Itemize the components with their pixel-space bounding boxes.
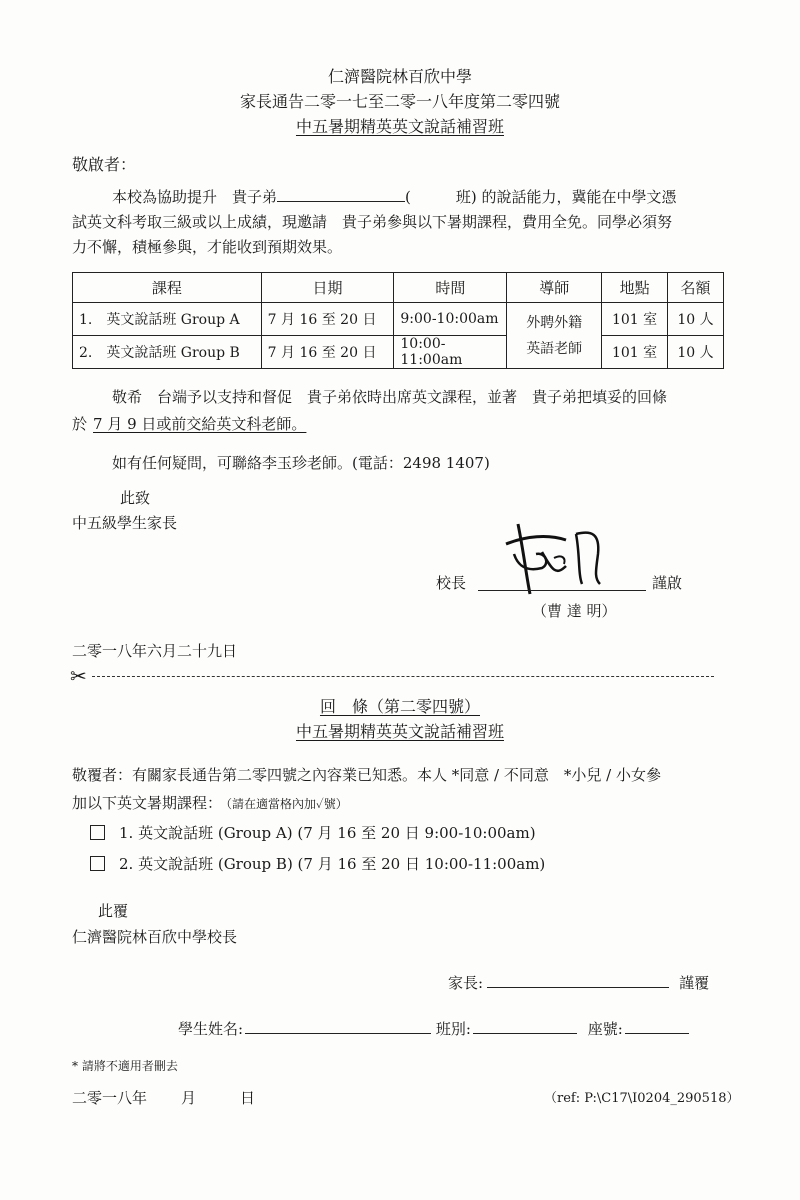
parent-label: 家長: [448,974,484,992]
cell-quota: 10 人 [668,336,724,369]
reply-date-month: 月 [181,1089,197,1107]
tutor-line-2: 英語老師 [526,340,583,357]
cell-venue: 101 室 [602,336,668,369]
respect-closing: 謹啟 [652,574,683,592]
parent-respect: 謹覆 [679,974,710,992]
option-group-a-label: 1. 英文說話班 (Group A) (7 月 16 至 20 日 9:00-10:00am) [119,824,536,842]
student-info-row [178,1018,689,1039]
footnote: * 請將不適用者刪去 [72,1059,178,1073]
parent-signature-blank[interactable] [487,974,669,988]
class-label: 班別: [435,1020,471,1038]
cell-course: 2. 英文說話班 Group B [73,336,262,369]
reply-date [72,1087,255,1108]
notice-date: 二零一八年六月二十九日 [72,642,238,660]
table-row [73,336,724,369]
principal-signature [496,494,616,604]
reply-deadline: 7 月 9 日或前交給英文科老師。 [93,415,307,433]
reference-code: （ref: P:\C17\I0204_290518） [544,1091,740,1106]
cell-course: 1. 英文說話班 Group A [73,303,262,336]
cell-time: 9:00-10:00am [394,303,507,336]
tutor-line-1: 外聘外籍 [526,314,583,331]
paragraph-1-part-a: 本校為協助提升 貴子弟 [112,188,278,206]
header-tutor: 導師 [507,273,602,303]
cell-venue: 101 室 [602,303,668,336]
paragraph-2-line-1: 敬希 台端予以支持和督促 貴子弟依時出席英文課程，並著 貴子弟把填妥的回條 [112,388,668,406]
notice-title: 中五暑期精英英文說話補習班 [295,117,504,136]
paragraph-1-line-2: 試英文科考取三級或以上成績，現邀請 貴子弟參與以下暑期課程，費用全免。同學必須努 [72,213,673,231]
paragraph-2-prefix: 於 [72,415,88,433]
paragraph-2-line-2 [72,413,306,434]
reply-closing: 此覆 [98,902,129,920]
parent-signature-field [448,972,709,993]
table-header-row [73,273,724,303]
reply-line-1: 敬覆者：有關家長通告第二零四號之內容業已知悉。本人 *同意 / 不同意 *小兒 / 小女參 [72,766,661,784]
school-name: 仁濟醫院林百欣中學 [327,67,472,86]
scissors-icon: ✂ [70,664,87,688]
cell-quota: 10 人 [668,303,724,336]
header-quota: 名額 [668,273,724,303]
reply-line-2-text: 加以下英文暑期課程： [72,794,223,812]
student-name-field[interactable] [245,1020,431,1034]
class-field[interactable] [473,1020,577,1034]
checkbox-group-b[interactable] [90,856,105,871]
cell-date: 7 月 16 至 20 日 [261,303,394,336]
header-time: 時間 [394,273,507,303]
contact-info: 如有任何疑問，可聯絡李玉珍老師。(電話：2498 1407) [112,454,490,472]
paragraph-1-line-3: 力不懈，積極參與，才能收到預期效果。 [72,238,343,256]
reply-date-day: 日 [240,1089,256,1107]
cell-tutor [507,303,602,369]
cell-time: 10:00-11:00am [394,336,507,369]
notice-number: 家長通告二零一七至二零一八年度第二零四號 [239,92,560,111]
cell-date: 7 月 16 至 20 日 [261,336,394,369]
principal-name: （曹 達 明） [532,602,617,620]
seat-label: 座號: [587,1020,623,1038]
principal-label: 校長 [436,574,467,592]
reply-date-year: 二零一八年 [72,1089,148,1107]
salutation: 敬啟者： [72,155,137,174]
header-course: 課程 [73,273,262,303]
paragraph-1-line-1 [112,186,677,207]
seat-field[interactable] [625,1020,689,1034]
tick-instruction: （請在適當格內加✓號） [226,797,348,811]
option-group-a [90,822,536,843]
reply-title: 回 條（第二零四號） [319,697,480,716]
student-name-label: 學生姓名: [178,1020,244,1038]
checkbox-group-a[interactable] [90,825,105,840]
header-venue: 地點 [602,273,668,303]
cut-line [92,676,714,677]
signature-line [478,590,646,591]
student-name-blank [277,188,405,202]
closing: 此致 [120,489,151,507]
reply-line-2 [72,792,348,813]
recipient: 中五級學生家長 [72,514,178,532]
reply-subtitle: 中五暑期精英英文說話補習班 [295,722,504,741]
header-date: 日期 [261,273,394,303]
table-row [73,303,724,336]
option-group-b [90,853,545,874]
course-table [72,272,724,369]
paragraph-1-part-b: ( 班) 的說話能力，冀能在中學文憑 [405,188,677,206]
reply-recipient: 仁濟醫院林百欣中學校長 [72,928,238,946]
option-group-b-label: 2. 英文說話班 (Group B) (7 月 16 至 20 日 10:00-11:00am) [119,855,546,873]
